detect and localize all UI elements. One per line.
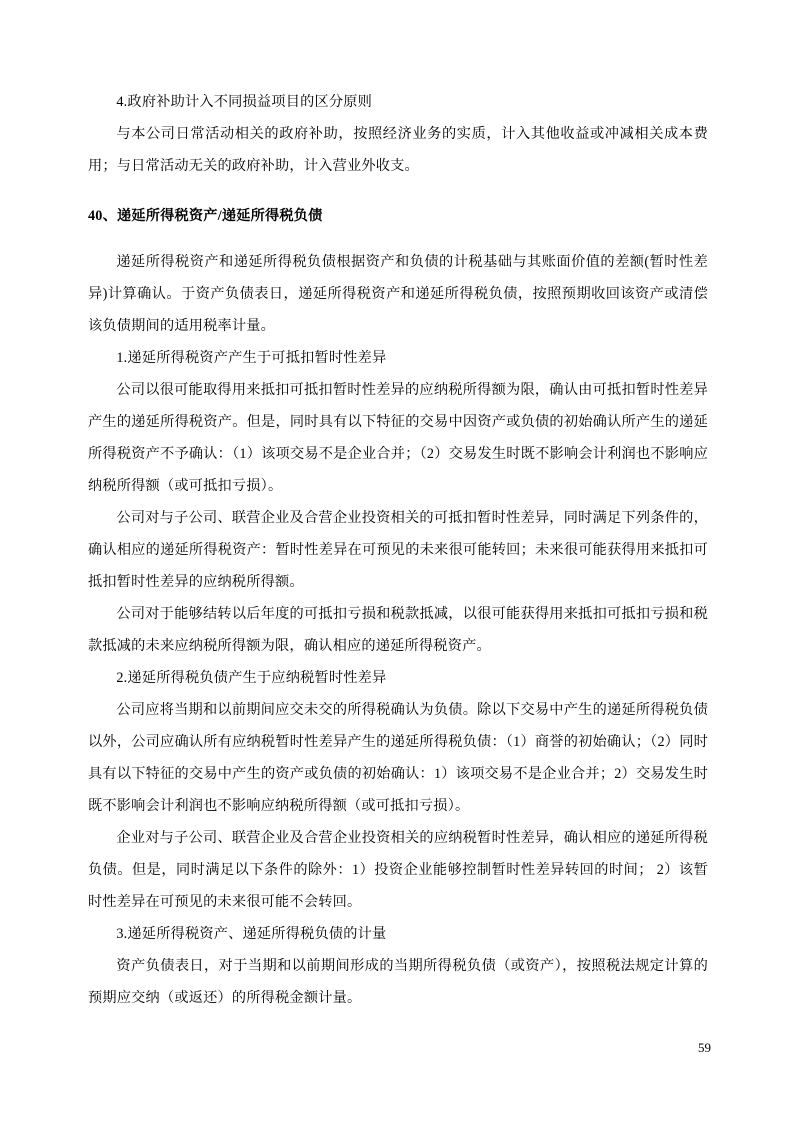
paragraph: 与本公司日常活动相关的政府补助，按照经济业务的实质，计入其他收益或冲减相关成本费用；与日常活动无关的政府补助，计入营业外收支。 <box>88 126 708 174</box>
paragraph: 公司对于能够结转以后年度的可抵扣亏损和税款抵减，以很可能获得用来抵扣可抵扣亏损和税款抵减的未来应纳税所得额为限，确认相应的递延所得税资产。 <box>88 606 708 654</box>
paragraph: 4.政府补助计入不同损益项目的区分原则 <box>116 94 373 110</box>
page-number: 59 <box>698 1040 711 1055</box>
paragraph: 公司对与子公司、联营企业及合营企业投资相关的可抵扣暂时性差异，同时满足下列条件的，确认相应的递延所得税资产：暂时性差异在可预见的未来很可能转回；未来很可能获得用来抵扣可抵扣暂时性差异的应纳税所得额。 <box>88 510 708 590</box>
paragraph: 3.递延所得税资产、递延所得税负债的计量 <box>116 926 387 942</box>
paragraph: 公司应将当期和以前期间应交未交的所得税确认为负债。除以下交易中产生的递延所得税负债以外，公司应确认所有应纳税暂时性差异产生的递延所得税负债：（1）商誉的初始确认；（2）同时具有以下特征的交易中产生的资产或负债的初始确认：1）该项交易不是企业合并；2）交易发生时既不影响会计利润也不影响应纳税所得额（或可抵扣亏损）。 <box>88 702 708 814</box>
paragraph: 企业对与子公司、联营企业及合营企业投资相关的应纳税暂时性差异，确认相应的递延所得税负债。但是，同时满足以下条件的除外：1）投资企业能够控制暂时性差异转回的时间； 2）该暂时性差异在可预见的未来很可能不会转回。 <box>88 830 708 910</box>
page-content <box>88 86 708 1014</box>
section-heading: 40、递延所得税资产/递延所得税负债 <box>88 208 323 224</box>
paragraph: 资产负债表日，对于当期和以前期间形成的当期所得税负债（或资产），按照税法规定计算的预期应交纳（或返还）的所得税金额计量。 <box>88 958 708 1006</box>
paragraph: 1.递延所得税资产产生于可抵扣暂时性差异 <box>116 350 387 366</box>
paragraph: 2.递延所得税负债产生于应纳税暂时性差异 <box>116 670 387 686</box>
paragraph: 公司以很可能取得用来抵扣可抵扣暂时性差异的应纳税所得额为限，确认由可抵扣暂时性差异产生的递延所得税资产。但是，同时具有以下特征的交易中因资产或负债的初始确认所产生的递延所得税资产不予确认：（1）该项交易不是企业合并；（2）交易发生时既不影响会计利润也不影响应纳税所得额（或可抵扣亏损）。 <box>88 382 708 494</box>
paragraph: 递延所得税资产和递延所得税负债根据资产和负债的计税基础与其账面价值的差额(暂时性差异)计算确认。于资产负债表日，递延所得税资产和递延所得税负债，按照预期收回该资产或清偿该负债期间的适用税率计量。 <box>88 254 708 334</box>
